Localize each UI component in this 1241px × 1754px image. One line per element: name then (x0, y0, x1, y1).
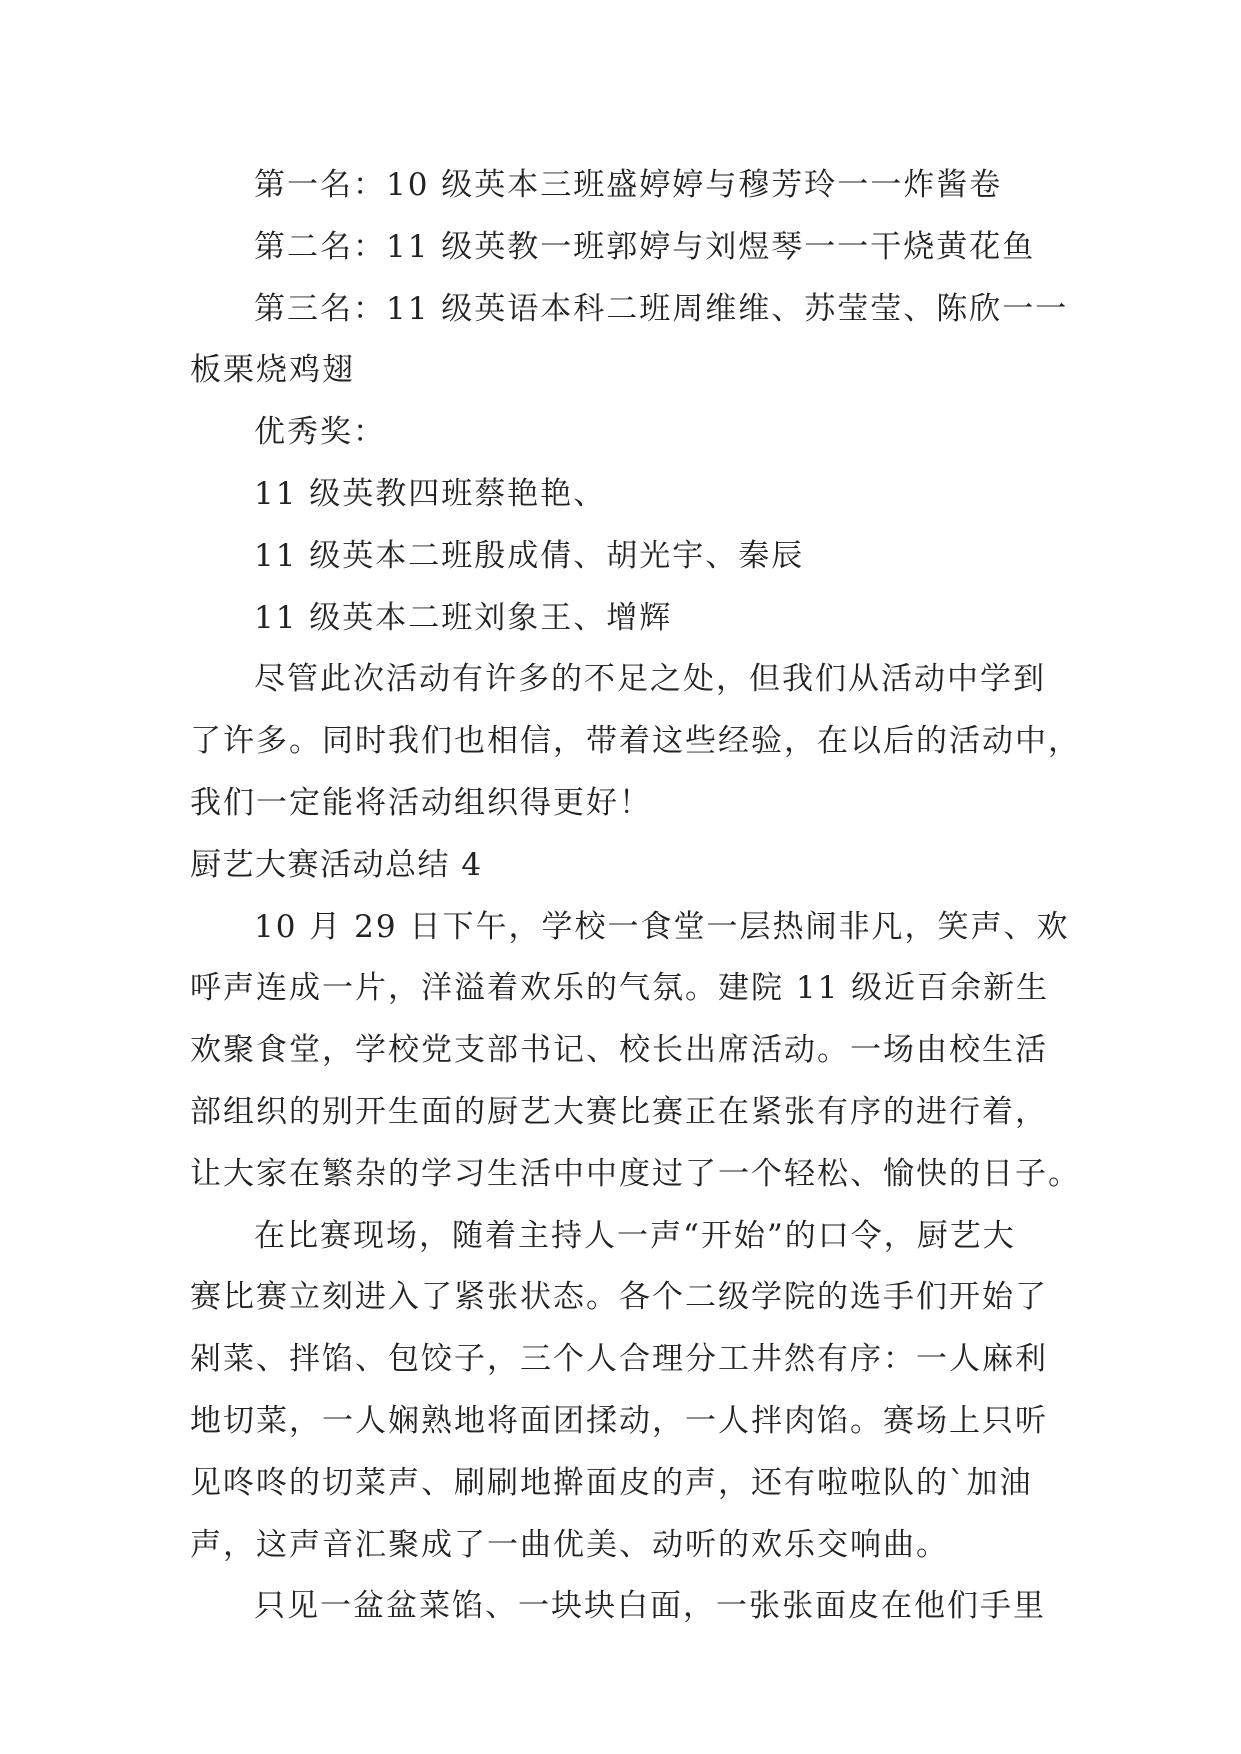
text-line-third-place: 第三名：11 级英语本科二班周维维、苏莹莹、陈欣一一 (254, 290, 1069, 327)
text-line-first-place: 第一名：10 级英本三班盛婷婷与穆芳玲一一炸酱卷 (254, 167, 1003, 203)
text-line-award-winner-1: 11 级英教四班蔡艳艳、 (254, 475, 607, 512)
document-body (190, 155, 1081, 1638)
paragraph-line: 欢聚食堂，学校党支部书记、校长出席活动。一场由校生活 (190, 1032, 1048, 1069)
paragraph-line: 了许多。同时我们也相信，带着这些经验，在以后的活动中， (190, 723, 1081, 760)
text-line-award-winner-3: 11 级英本二班刘象王、增辉 (254, 599, 673, 636)
paragraph-line: 尽管此次活动有许多的不足之处，但我们从活动中学到 (254, 661, 1046, 698)
paragraph-line: 地切菜，一人娴熟地将面团揉动，一人拌肉馅。赛场上只听 (190, 1402, 1048, 1439)
paragraph-line: 让大家在繁杂的学习生活中中度过了一个轻松、愉快的日子。 (190, 1155, 1081, 1192)
text-line-third-place-dish: 板栗烧鸡翅 (190, 352, 355, 389)
text-line-second-place: 第二名：11 级英教一班郭婷与刘煜琴一一干烧黄花鱼 (254, 228, 1036, 265)
paragraph-line: 声，这声音汇聚成了一曲优美、动听的欢乐交响曲。 (190, 1526, 949, 1563)
paragraph-line: 只见一盆盆菜馅、一块块白面，一张张面皮在他们手里 (254, 1588, 1046, 1625)
paragraph-line: 在比赛现场，随着主持人一声“开始”的口令，厨艺大 (254, 1217, 1016, 1254)
text-line-excellence-award: 优秀奖： (254, 414, 386, 451)
paragraph-line: 我们一定能将活动组织得更好！ (190, 784, 652, 821)
paragraph-line: 部组织的别开生面的厨艺大赛比赛正在紧张有序的进行着， (190, 1093, 1048, 1130)
paragraph-line: 呼声连成一片，洋溢着欢乐的气氛。建院 11 级近百余新生 (190, 970, 1050, 1007)
paragraph-line: 见咚咚的切菜声、刷刷地擀面皮的声，还有啦啦队的`加油 (190, 1464, 1033, 1501)
paragraph-line: 10 月 29 日下午，学校一食堂一层热闹非凡，笑声、欢 (254, 908, 1070, 945)
paragraph-line: 赛比赛立刻进入了紧张状态。各个二级学院的选手们开始了 (190, 1279, 1048, 1316)
section-heading: 厨艺大赛活动总结 4 (190, 846, 483, 883)
paragraph-line: 剁菜、拌馅、包饺子，三个人合理分工井然有序：一人麻利 (190, 1341, 1048, 1378)
text-line-award-winner-2: 11 级英本二班殷成倩、胡光宇、秦辰 (254, 537, 805, 574)
